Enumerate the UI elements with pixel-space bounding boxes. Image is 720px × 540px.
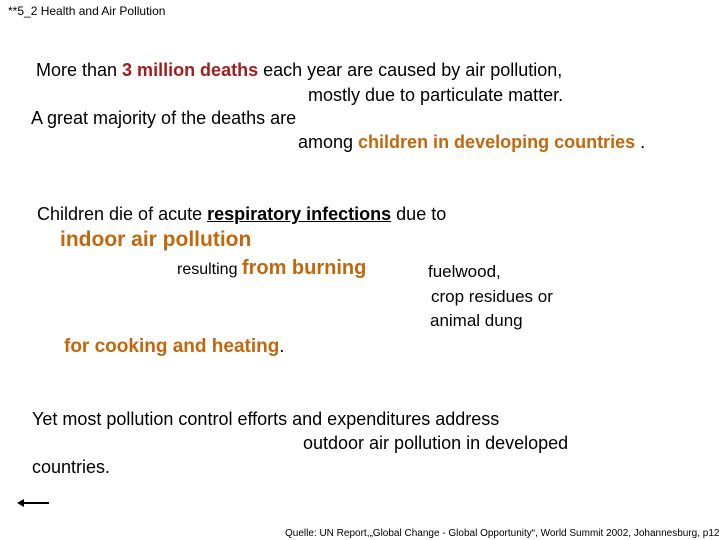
p1-line2: mostly due to particulate matter. (308, 85, 564, 105)
p2-resulting-line (177, 257, 366, 280)
p2-fuelwood: fuelwood, (428, 262, 501, 281)
p2-respiratory-infections: respiratory infections (207, 204, 392, 224)
p1-line1-pre: More than (36, 60, 123, 80)
p2-resulting: resulting (177, 261, 242, 278)
p1-children-highlight: children in developing countries (358, 132, 636, 152)
left-arrow-icon[interactable] (17, 496, 51, 510)
p1-line1-post: each year are caused by air pollution, (258, 60, 563, 80)
p1-line3: A great majority of the deaths are (31, 108, 297, 128)
p1-line4-post: . (635, 132, 646, 152)
p2-cooking-line (64, 336, 284, 358)
p2-cooking-heating: for cooking and heating (64, 336, 280, 357)
p1-deaths-highlight: 3 million deaths (122, 60, 259, 80)
p1-line4-pre: among (298, 132, 359, 152)
p2-indoor-air-pollution: indoor air pollution (60, 228, 252, 251)
p2-cooking-period: . (279, 336, 285, 356)
p1-line1 (36, 60, 562, 81)
p2-line1 (37, 204, 446, 225)
p2-animal-dung: animal dung (430, 311, 523, 330)
p2-line1-post: due to (391, 204, 447, 224)
p2-crop-residues: crop residues or (431, 287, 553, 306)
slide-title: **5_2 Health and Air Pollution (8, 4, 166, 18)
p3-line2: outdoor air pollution in developed (303, 433, 569, 453)
source-citation: Quelle: UN Report,„Global Change - Global Opportunity“, World Summit 2002, Johannesburg, p12 (285, 528, 720, 539)
p2-from-burning: from burning (241, 257, 367, 279)
p3-line1: Yet most pollution control efforts and expenditures address (32, 409, 500, 429)
p2-line1-pre: Children die of acute (37, 204, 208, 224)
p1-line4 (298, 132, 645, 153)
p3-line3: countries. (32, 457, 111, 477)
